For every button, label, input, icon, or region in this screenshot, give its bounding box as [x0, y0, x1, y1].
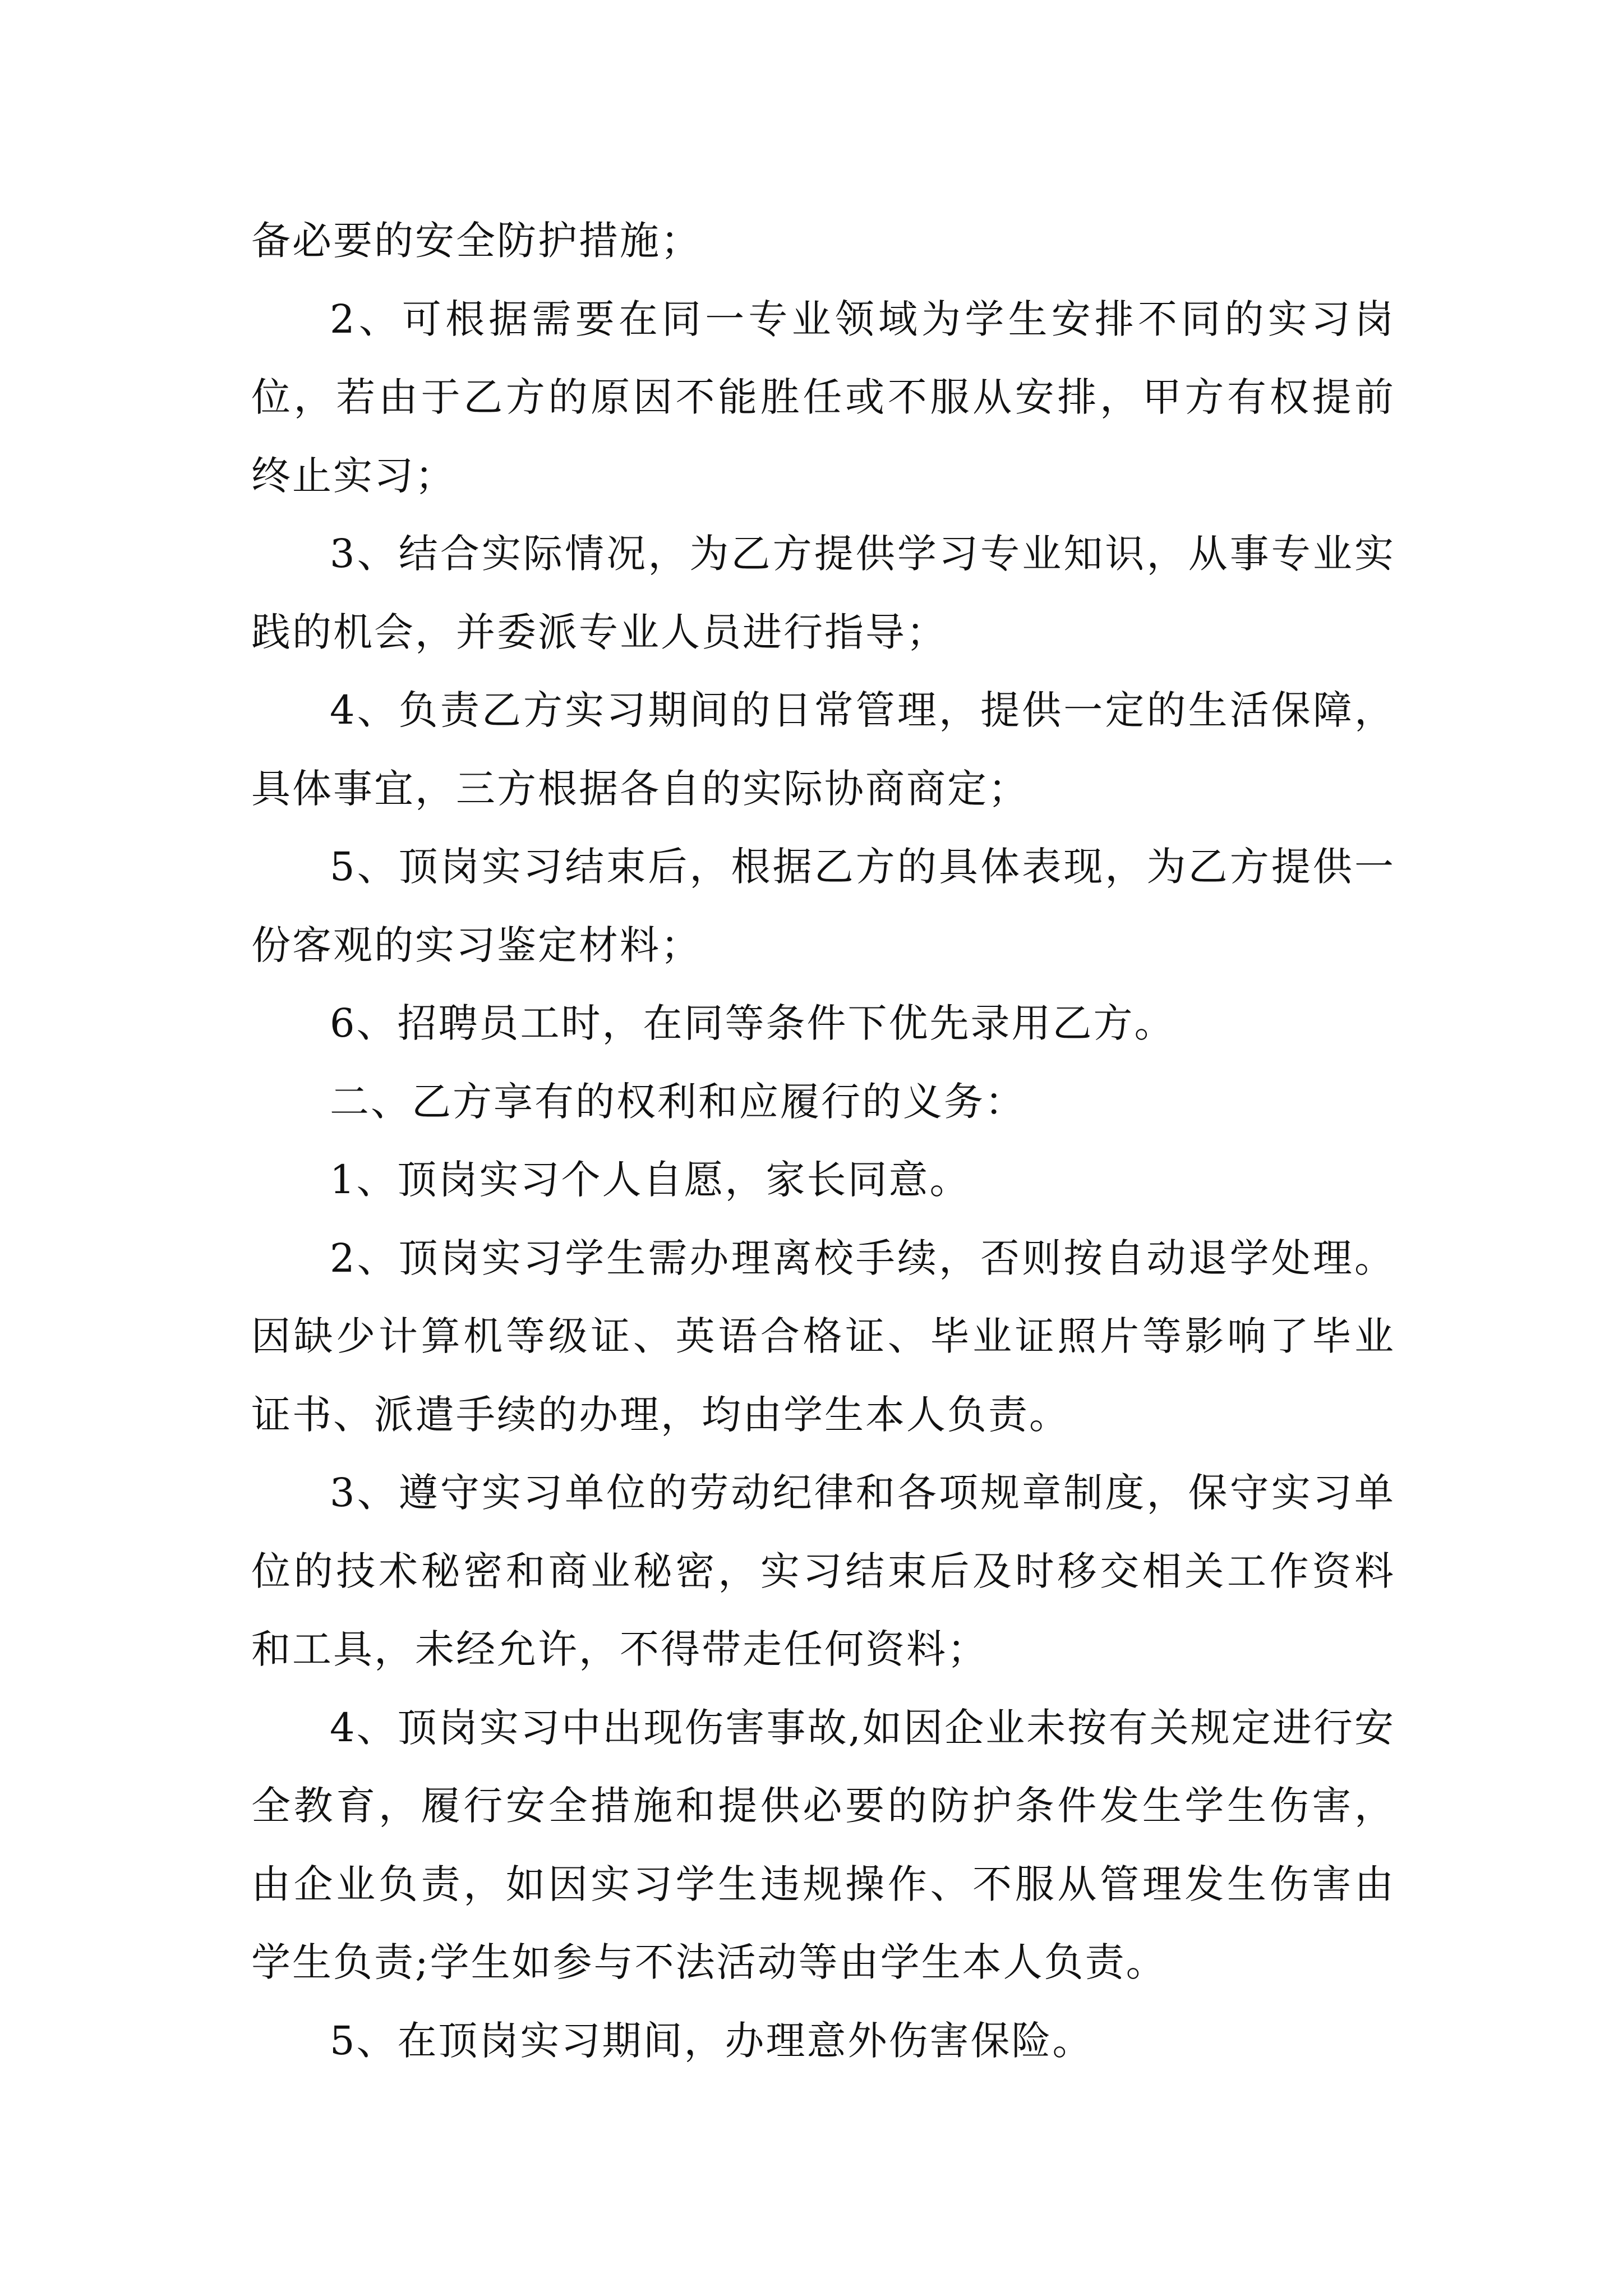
- paragraph-b-item-1: 1、顶岗实习个人自愿，家长同意。: [330, 1157, 971, 1203]
- paragraph-item-2: 2、可根据需要在同一专业领域为学生安排不同的实习岗位，若由于乙方的原因不能胜任或不服从安排，甲方有权提前终止实习；: [251, 296, 1395, 499]
- paragraph-item-5: 5、顶岗实习结束后，根据乙方的具体表现，为乙方提供一份客观的实习鉴定材料；: [251, 844, 1395, 968]
- section-heading-two: 二、乙方享有的权利和应履行的义务：: [330, 1078, 1026, 1125]
- paragraph-b-item-3: 3、遵守实习单位的劳动纪律和各项规章制度，保守实习单位的技术秘密和商业秘密，实习结束后及时移交相关工作资料和工具，未经允许，不得带走任何资料；: [251, 1470, 1395, 1672]
- paragraph-b-item-4: 4、顶岗实习中出现伤害事故,如因企业未按有关规定进行安全教育，履行安全措施和提供必要的防护条件发生学生伤害，由企业负责，如因实习学生违规操作、不服从管理发生伤害由学生负责;学生如参与不法活动等由学生本人负责。: [251, 1704, 1395, 1985]
- paragraph-item-4: 4、负责乙方实习期间的日常管理，提供一定的生活保障，具体事宜，三方根据各自的实际协商商定；: [251, 687, 1395, 812]
- document-body: [251, 202, 1395, 2080]
- paragraph-item-6: 6、招聘员工时，在同等条件下优先录用乙方。: [330, 1000, 1175, 1046]
- paragraph-b-item-5: 5、在顶岗实习期间，办理意外伤害保险。: [330, 2017, 1094, 2064]
- paragraph-item-3: 3、结合实际情况，为乙方提供学习专业知识，从事专业实践的机会，并委派专业人员进行指导；: [251, 531, 1395, 655]
- paragraph-continuation: 备必要的安全防护措施；: [251, 218, 702, 264]
- paragraph-b-item-2: 2、顶岗实习学生需办理离校手续，否则按自动退学处理。因缺少计算机等级证、英语合格证、毕业证照片等影响了毕业证书、派遣手续的办理，均由学生本人负责。: [251, 1235, 1395, 1438]
